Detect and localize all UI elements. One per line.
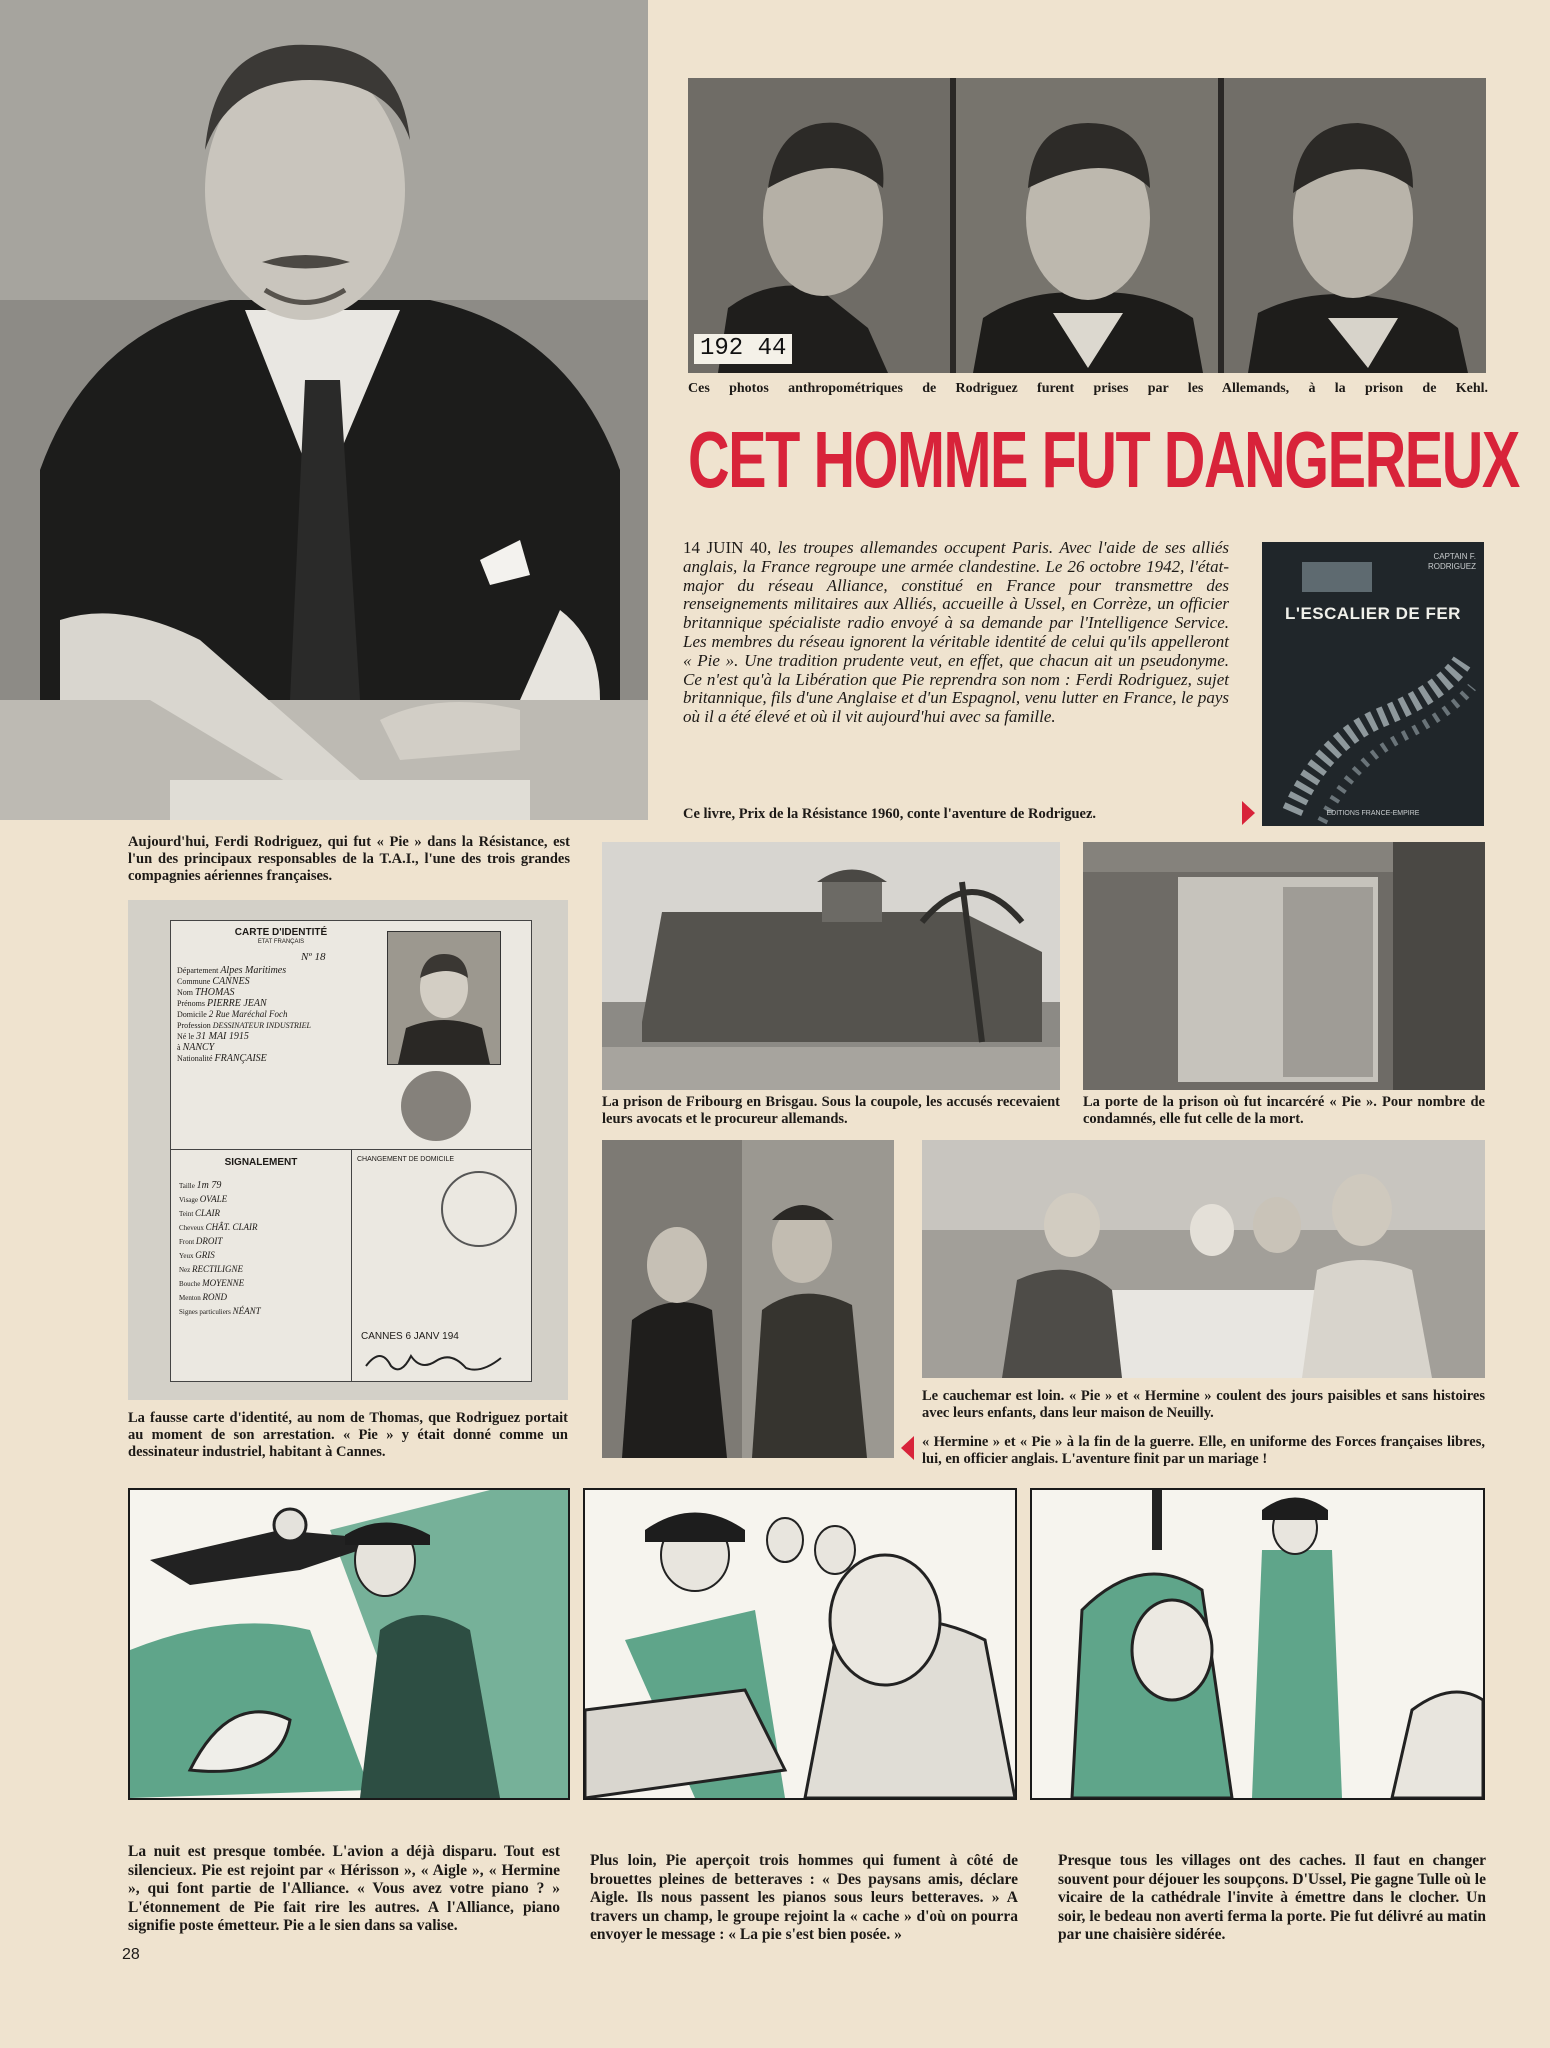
family-caption: Le cauchemar est loin. « Pie » et « Hermine » coulent des jours paisibles et sans histoires avec leurs enfants, dans leur maison de Neuilly. [922,1388,1485,1421]
arrow-right-icon [1242,801,1255,825]
sig-nez: Nez RECTILIGNE [179,1264,244,1274]
id-field-lieu: à NANCY [177,1042,215,1053]
sig-taille: Taille 1m 79 [179,1180,222,1191]
id-field-departement: Département Alpes Maritimes [177,965,287,976]
intro-text: les troupes allemandes occupent Paris. Avec l'aide de ses alliés anglais, la France regroupe une armée clandestine. Le 26 octobre 1942, l'état-major du réseau Alliance, constitué en France pour transmettre des renseignements militaires aux Alliés, accueille à Ussel, en Corrèze, un officier britannique spécialiste radio envoyé à sa demande par l'Intelligence Service. Les membres du réseau ignorent la véritable identité de celui qu'ils appelleront « Pie ». Une tradition prudente veut, en effet, que chacun ait un pseudonyme. Ce n'est qu'à la Libération que Pie reprendra son nom : Ferdi Rodriguez, sujet britannique, fils d'une Anglaise et d'un Espagnol, venu lutter en France, le pays où il a été élevé et où il vit aujourd'hui avec sa famille. [683,538,1229,727]
sig-menton: Menton ROND [179,1292,228,1302]
book-publisher: EDITIONS FRANCE-EMPIRE [1326,810,1420,817]
comic-text-3: Presque tous les villages ont des caches. Il faut en changer souvent pour déjouer les soupçons. D'Ussel, Pie gagne Tulle où le vicaire de la cathédrale l'invite à émettre dans le clocher. Un soir, le bedeau non averti ferma la porte. Pie fut délivré au matin par une chaisière sidérée. [1058,1852,1486,1943]
signalement-fields [179,1179,349,1319]
family-photo [922,1140,1485,1378]
prison-illustration [602,842,1060,1090]
id-card-number: Nº 18 [301,951,326,963]
comic-panel-3-illustration [1032,1490,1483,1798]
prison-door-illustration [1083,842,1485,1090]
id-card-photo-portrait [387,931,501,1065]
page-headline: CET HOMME FUT DANGEREUX [688,415,1519,504]
portrait-photo-rodriguez [0,0,648,820]
postmark-stamp [441,1171,517,1247]
prison-door-photo [1083,842,1485,1090]
sig-yeux: Yeux GRIS [179,1250,215,1260]
id-field-domicile: Domicile 2 Rue Maréchal Foch [177,1009,288,1019]
portrait-caption: Aujourd'hui, Ferdi Rodriguez, qui fut « Pie » dans la Résistance, est l'un des principaux responsables de la T.A.I., l'une des trois grandes compagnies aériennes françaises. [128,834,570,884]
sig-front: Front DROIT [179,1236,223,1246]
id-card-subheader: ETAT FRANÇAIS [257,939,305,945]
mugshot-caption: Ces photos anthropométriques de Rodriguez furent prises par les Allemands, à la prison de Kehl. [688,381,1488,396]
mugshot-strip [688,78,1486,373]
sig-teint: Teint CLAIR [179,1208,221,1218]
sig-bouche: Bouche MOYENNE [179,1278,245,1288]
id-card-header: CARTE D'IDENTITÉ [234,927,328,938]
couple-photo [602,1140,894,1458]
signature-illustration [361,1346,511,1376]
id-field-nationalite: Nationalité FRANÇAISE [177,1053,267,1064]
prison-caption: La prison de Fribourg en Brisgau. Sous la coupole, les accusés recevaient leurs avocats et le procureur allemands. [602,1094,1060,1127]
id-field-ne-le: Né le 31 MAI 1915 [177,1031,249,1042]
page-number: 28 [122,1946,140,1963]
id-portrait-illustration [388,932,500,1064]
changement-domicile: CHANGEMENT DE DOMICILE [357,1156,455,1163]
id-card [170,920,532,1382]
family-illustration [922,1140,1485,1378]
couple-illustration [602,1140,894,1458]
id-field-commune: Commune CANNES [177,976,250,987]
book-author: CAPTAIN F. RODRIGUEZ [1428,552,1476,571]
comic-text-1: La nuit est presque tombée. L'avion a déjà disparu. Tout est silencieux. Pie est rejoint par « Hérisson », « Aigle », « Hermine », qui font partie de l'Alliance. « Vous avez votre piano ? » L'étonnement de Pie fait rire les autres. A l'Alliance, piano signifie poste émetteur. Pie a le sien dans sa valise. [128,1843,560,1934]
intro-lead: 14 JUIN 40, [683,538,772,557]
book-cover [1262,542,1484,826]
portrait-illustration [0,0,648,820]
book-caption: Ce livre, Prix de la Résistance 1960, conte l'aventure de Rodriguez. [683,806,1097,822]
comic-text-2: Plus loin, Pie aperçoit trois hommes qui fument à côté de brouettes pleines de betteraves : « Des paysans amis, déclare Aigle. Ils nous passent les pianos sous leurs betteraves. » A travers un champ, le groupe rejoint la « cache » d'où on pourra envoyer le message : « La pie s'est bien posée. » [590,1852,1018,1943]
id-field-nom: Nom THOMAS [177,987,235,998]
id-card-fields [177,965,387,1064]
prison-photo [602,842,1060,1090]
id-card-vertical-divider [351,1149,352,1381]
comic-panel-2 [583,1488,1017,1800]
mugshot-number-plate: 192 44 [694,334,792,364]
comic-panel-1-illustration [130,1490,568,1798]
sig-cheveux: Cheveux CHÂT. CLAIR [179,1222,258,1232]
signalement-title: SIGNALEMENT [224,1157,298,1168]
mugshot-illustration [688,78,1486,373]
intro-paragraph [683,539,1229,727]
book-title: L'ESCALIER DE FER [1285,604,1461,623]
arrow-left-icon [901,1436,914,1460]
stamp-place: CANNES 6 JANV 194 [361,1331,459,1342]
door-caption: La porte de la prison où fut incarcéré « Pie ». Pour nombre de condamnés, elle fut celle de la mort. [1083,1094,1485,1127]
sig-visage: Visage OVALE [179,1194,228,1204]
book-cover-illustration [1262,542,1484,826]
seal-stamp [401,1071,471,1141]
comic-panel-3 [1030,1488,1485,1800]
id-card-photo [128,900,568,1400]
id-field-prenoms: Prénoms PIERRE JEAN [177,998,267,1009]
comic-panel-2-illustration [585,1490,1015,1798]
id-card-caption: La fausse carte d'identité, au nom de Thomas, que Rodriguez portait au moment de son arrestation. « Pie » y était donné comme un dessinateur industriel, habitant à Cannes. [128,1410,568,1460]
comic-panel-1 [128,1488,570,1800]
id-field-profession: Profession DESSINATEUR INDUSTRIEL [177,1021,311,1030]
couple-caption: « Hermine » et « Pie » à la fin de la guerre. Elle, en uniforme des Forces françaises libres, lui, en officier anglais. L'aventure finit par un mariage ! [922,1434,1485,1467]
sig-signes: Signes particuliers NÉANT [179,1306,261,1316]
